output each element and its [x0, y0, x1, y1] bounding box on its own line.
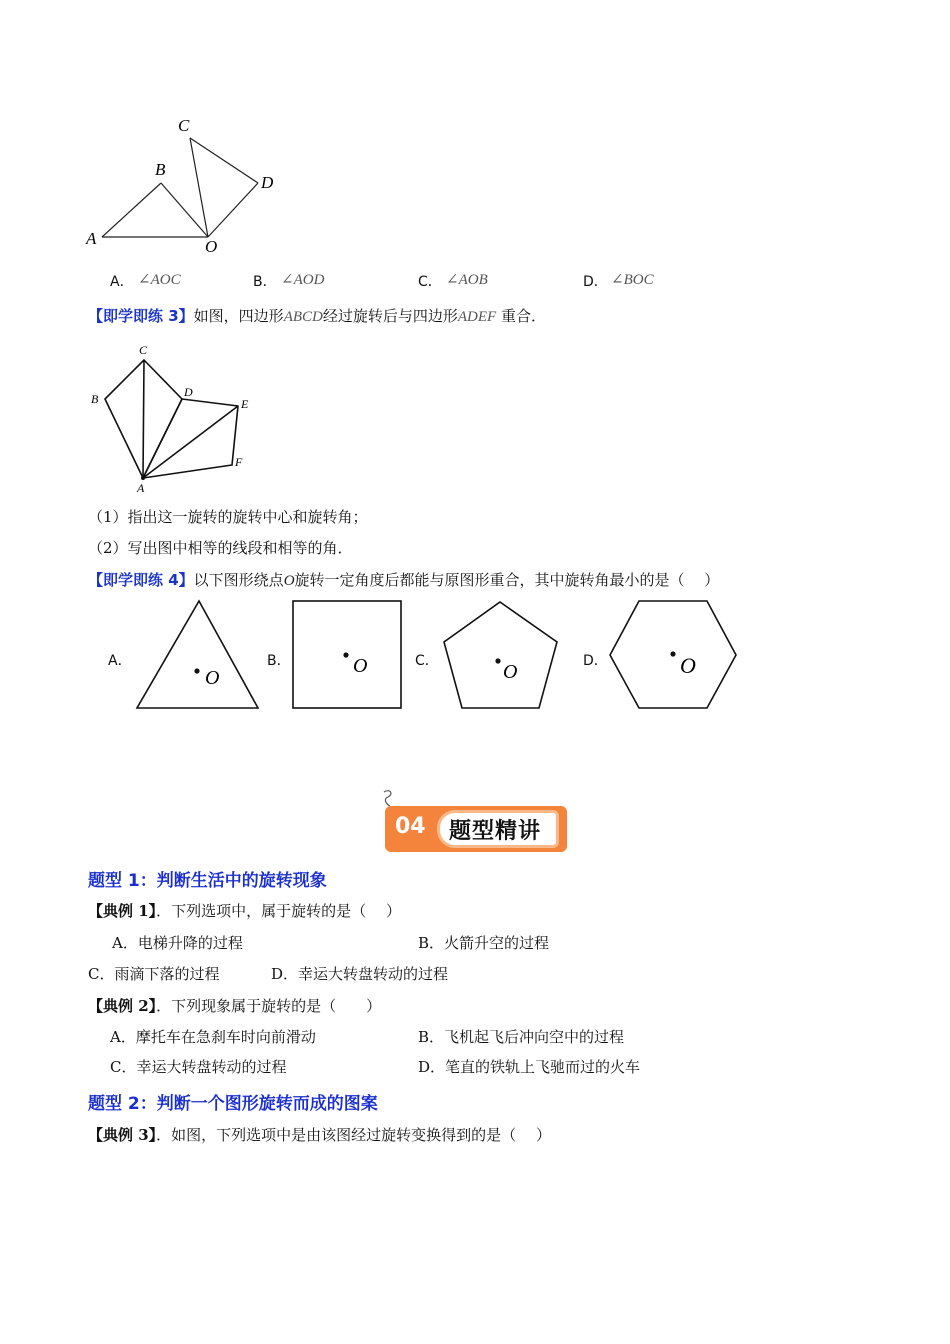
- example3-tag: 【典例 3】: [88, 1126, 157, 1144]
- svg-text:O: O: [205, 667, 220, 689]
- type1-heading: 题型 1：判断生活中的旋转现象: [88, 871, 327, 891]
- square-shape: [290, 598, 405, 713]
- svg-text:O: O: [353, 655, 368, 677]
- option-b-letter: B．: [253, 274, 277, 290]
- svg-text:C: C: [139, 343, 148, 357]
- example2-option-d: D．笔直的铁轨上飞驰而过的火车: [418, 1058, 641, 1076]
- option-c-letter: C．: [418, 274, 442, 290]
- label-C: C: [178, 116, 190, 135]
- option-a-value: ∠AOC: [138, 272, 181, 288]
- figure-rotation-triangles: [80, 105, 290, 265]
- practice4-option-a-letter: A．: [108, 653, 132, 669]
- practice4-option-c-letter: C．: [415, 653, 439, 669]
- example2-option-b: B．飞机起飞后冲向空中的过程: [418, 1028, 625, 1046]
- label-O: O: [205, 237, 218, 256]
- example1-option-b: B．火箭升空的过程: [418, 934, 550, 952]
- svg-text:O: O: [680, 653, 696, 678]
- svg-text:F: F: [235, 455, 243, 469]
- label-A: A: [86, 229, 97, 248]
- svg-text:B: B: [91, 392, 99, 406]
- example1-tag: 【典例 1】: [88, 902, 157, 920]
- svg-text:E: E: [241, 397, 249, 411]
- option-d-value: ∠BOC: [611, 272, 654, 288]
- label-B: B: [155, 160, 166, 179]
- label-D: D: [261, 173, 274, 192]
- section-badge: [385, 806, 567, 852]
- regular-hexagon-shape: [606, 598, 741, 713]
- equilateral-triangle-shape: [130, 598, 265, 713]
- example1-option-d: D．幸运大转盘转动的过程: [271, 965, 449, 983]
- practice4-option-b-letter: B．: [267, 653, 291, 669]
- figure-quadrilaterals-abcd-adef: [85, 338, 265, 498]
- practice3-sub1: （1）指出这一旋转的旋转中心和旋转角；: [88, 508, 368, 526]
- svg-text:D: D: [184, 385, 193, 399]
- option-d-letter: D．: [583, 274, 608, 290]
- practice3-sub2: （2）写出图中相等的线段和相等的角．: [88, 539, 353, 557]
- option-a-letter: A．: [110, 274, 134, 290]
- option-b-value: ∠AOD: [281, 272, 325, 288]
- example2-option-a: A．摩托车在急刹车时向前滑动: [110, 1028, 316, 1046]
- section-number: 04: [395, 814, 426, 839]
- option-c-value: ∠AOB: [446, 272, 488, 288]
- example2-tag: 【典例 2】: [88, 997, 157, 1015]
- example2-option-c: C．幸运大转盘转动的过程: [110, 1058, 287, 1076]
- example2-question: 【典例 2】．下列现象属于旋转的是（ ）: [88, 997, 382, 1015]
- svg-text:A: A: [137, 481, 145, 495]
- regular-pentagon-shape: [438, 598, 563, 713]
- example3-question: 【典例 3】．如图，下列选项中是由该图经过旋转变换得到的是（ ）: [88, 1126, 551, 1144]
- type2-heading: 题型 2：判断一个图形旋转而成的图案: [88, 1094, 378, 1114]
- example1-question: 【典例 1】．下列选项中，属于旋转的是（ ）: [88, 902, 401, 920]
- practice3-question: 【即学即练 3】如图，四边形ABCD经过旋转后与四边形ADEF 重合．: [88, 307, 546, 325]
- section-title: 题型精讲: [449, 819, 542, 844]
- practice4-option-d-letter: D．: [583, 653, 608, 669]
- practice4-tag: 【即学即练 4】: [88, 571, 194, 589]
- example1-option-a: A．电梯升降的过程: [112, 934, 243, 952]
- practice3-tag: 【即学即练 3】: [88, 307, 194, 325]
- practice4-question: 【即学即练 4】以下图形绕点O旋转一定角度后都能与原图形重合，其中旋转角最小的是（ ）: [88, 571, 720, 589]
- example1-option-c: C．雨滴下落的过程: [88, 965, 220, 983]
- svg-text:O: O: [503, 661, 518, 683]
